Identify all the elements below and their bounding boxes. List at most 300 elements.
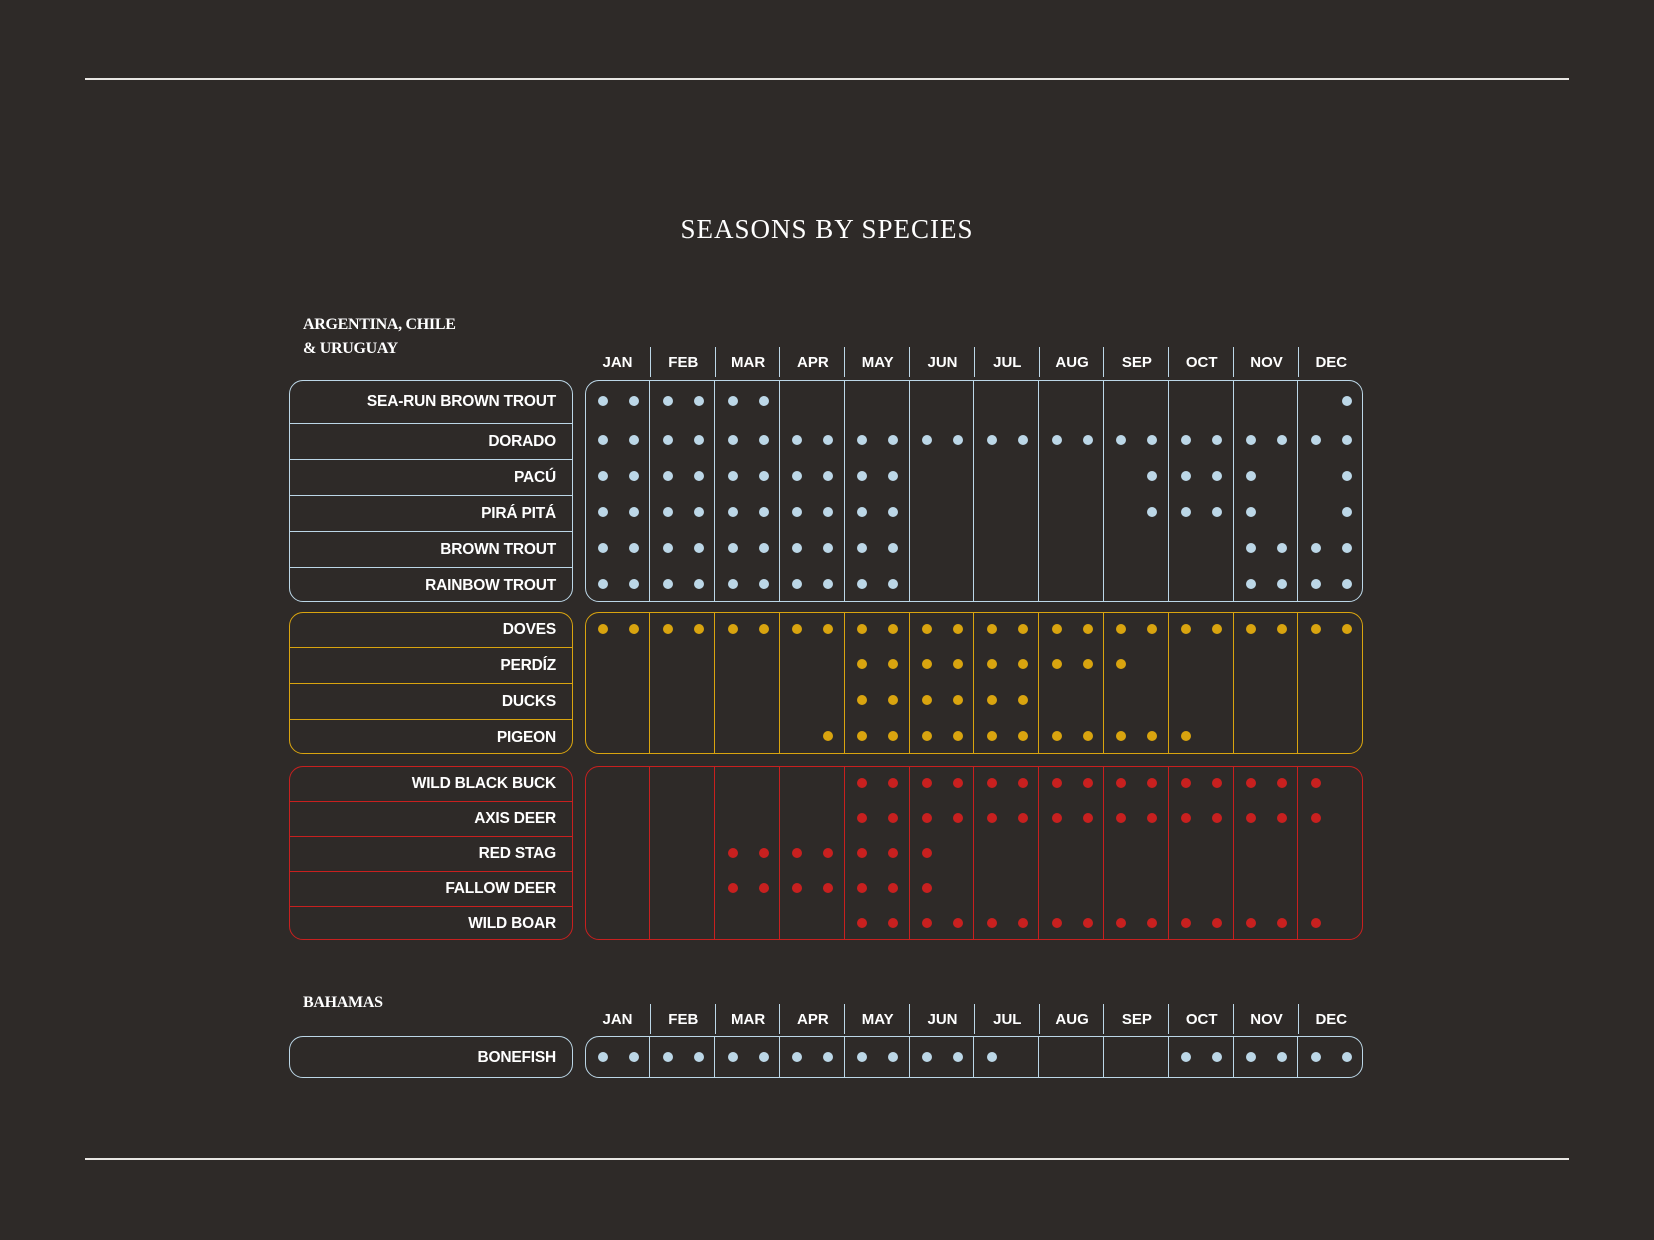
season-dot — [857, 471, 867, 481]
region-title-line-1: BAHAMAS — [303, 994, 383, 1011]
season-dot — [953, 435, 963, 445]
bottom-rule — [85, 1158, 1569, 1160]
season-dot — [1181, 435, 1191, 445]
season-dot — [598, 471, 608, 481]
season-dot — [857, 435, 867, 445]
month-divider — [973, 613, 974, 753]
season-dot — [1311, 813, 1321, 823]
season-dot — [629, 579, 639, 589]
season-dot — [1342, 579, 1352, 589]
season-dot — [953, 918, 963, 928]
species-name: PERDÍZ — [290, 647, 572, 683]
species-name: AXIS DEER — [290, 801, 572, 836]
month-divider — [1103, 381, 1104, 601]
month-divider — [973, 381, 974, 601]
season-dot — [888, 813, 898, 823]
month-header-nov: NOV — [1233, 1004, 1299, 1034]
season-dot — [728, 848, 738, 858]
season-dot — [1018, 695, 1028, 705]
season-dot — [598, 435, 608, 445]
season-dot — [1052, 918, 1062, 928]
season-dot — [857, 624, 867, 634]
season-grid-group — [585, 766, 1363, 940]
season-dot — [888, 695, 898, 705]
season-dot — [1311, 624, 1321, 634]
season-grid-group — [585, 380, 1363, 602]
season-dot — [1147, 731, 1157, 741]
season-dot — [1212, 918, 1222, 928]
season-dot — [888, 1052, 898, 1062]
month-header-jul: JUL — [974, 347, 1040, 377]
season-dot — [663, 624, 673, 634]
season-dot — [1246, 579, 1256, 589]
season-dot — [1342, 543, 1352, 553]
season-dot — [598, 579, 608, 589]
season-dot — [728, 883, 738, 893]
month-divider — [779, 1037, 780, 1077]
season-dot — [663, 1052, 673, 1062]
season-dot — [1147, 471, 1157, 481]
season-dot — [759, 435, 769, 445]
season-dot — [823, 507, 833, 517]
season-dot — [792, 435, 802, 445]
month-header-dec: DEC — [1298, 347, 1364, 377]
season-dot — [629, 624, 639, 634]
season-dot — [1277, 624, 1287, 634]
month-header-jun: JUN — [909, 347, 975, 377]
season-dot — [1277, 1052, 1287, 1062]
season-dot — [1116, 731, 1126, 741]
month-divider — [1297, 1037, 1298, 1077]
season-dot — [953, 659, 963, 669]
season-dot — [823, 731, 833, 741]
season-dot — [759, 543, 769, 553]
season-dot — [629, 471, 639, 481]
month-divider — [844, 381, 845, 601]
season-dot — [953, 813, 963, 823]
region-title-argentina — [303, 313, 456, 361]
season-dot — [987, 778, 997, 788]
season-dot — [1116, 918, 1126, 928]
month-header-jul: JUL — [974, 1004, 1040, 1034]
season-dot — [1212, 471, 1222, 481]
season-dot — [1311, 778, 1321, 788]
season-dot — [728, 471, 738, 481]
season-dot — [1342, 624, 1352, 634]
season-dot — [888, 624, 898, 634]
month-divider — [779, 613, 780, 753]
season-dot — [694, 1052, 704, 1062]
month-header-argentina — [585, 347, 1363, 377]
month-divider — [1168, 1037, 1169, 1077]
season-dot — [1147, 813, 1157, 823]
month-header-mar: MAR — [715, 347, 781, 377]
season-dot — [1311, 1052, 1321, 1062]
species-label-group — [289, 766, 573, 940]
season-dot — [728, 624, 738, 634]
season-dot — [792, 883, 802, 893]
month-header-apr: APR — [779, 1004, 845, 1034]
season-dot — [1342, 471, 1352, 481]
season-dot — [857, 848, 867, 858]
season-dot — [888, 543, 898, 553]
season-dot — [823, 435, 833, 445]
month-header-jan: JAN — [602, 353, 633, 371]
season-dot — [888, 778, 898, 788]
season-dot — [1083, 624, 1093, 634]
month-divider — [844, 613, 845, 753]
season-dot — [629, 435, 639, 445]
season-dot — [922, 883, 932, 893]
season-dot — [1311, 435, 1321, 445]
season-dot — [823, 848, 833, 858]
season-dot — [888, 918, 898, 928]
season-dot — [888, 471, 898, 481]
species-name: RED STAG — [290, 836, 572, 871]
season-dot — [792, 1052, 802, 1062]
month-divider — [1168, 381, 1169, 601]
season-dot — [1212, 435, 1222, 445]
season-dot — [759, 396, 769, 406]
month-header-nov: NOV — [1233, 347, 1299, 377]
month-divider — [909, 767, 910, 939]
season-dot — [1246, 778, 1256, 788]
season-dot — [857, 579, 867, 589]
region-title-line-1: ARGENTINA, CHILE — [303, 316, 456, 333]
season-dot — [823, 543, 833, 553]
season-dot — [888, 659, 898, 669]
season-dot — [1342, 1052, 1352, 1062]
species-name: WILD BLACK BUCK — [411, 775, 556, 792]
season-dot — [792, 848, 802, 858]
month-header-sep: SEP — [1103, 347, 1169, 377]
month-header-sep: SEP — [1103, 1004, 1169, 1034]
species-name: RAINBOW TROUT — [290, 567, 572, 603]
season-dot — [1083, 778, 1093, 788]
season-dot — [728, 1052, 738, 1062]
month-header-feb: FEB — [650, 1004, 716, 1034]
region-title-bahamas — [303, 991, 383, 1015]
season-dot — [1212, 778, 1222, 788]
season-dot — [1083, 731, 1093, 741]
season-dot — [857, 695, 867, 705]
month-divider — [909, 613, 910, 753]
season-dot — [1212, 1052, 1222, 1062]
month-divider — [1038, 1037, 1039, 1077]
season-dot — [1181, 778, 1191, 788]
season-dot — [1311, 543, 1321, 553]
season-dot — [1277, 579, 1287, 589]
season-dot — [857, 883, 867, 893]
season-dot — [1212, 507, 1222, 517]
season-dot — [888, 579, 898, 589]
month-divider — [1233, 1037, 1234, 1077]
month-divider — [1233, 767, 1234, 939]
month-divider — [844, 1037, 845, 1077]
season-dot — [694, 396, 704, 406]
month-divider — [714, 767, 715, 939]
month-header-apr: APR — [779, 347, 845, 377]
region-title-line-2: & URUGUAY — [303, 340, 398, 357]
month-divider — [1168, 613, 1169, 753]
species-name: BONEFISH — [477, 1049, 556, 1066]
season-dot — [598, 543, 608, 553]
season-dot — [728, 579, 738, 589]
season-dot — [1018, 813, 1028, 823]
season-dot — [759, 471, 769, 481]
season-dot — [1147, 624, 1157, 634]
season-dot — [1342, 507, 1352, 517]
month-divider — [779, 767, 780, 939]
season-dot — [987, 1052, 997, 1062]
season-dot — [922, 659, 932, 669]
season-dot — [857, 659, 867, 669]
season-dot — [629, 1052, 639, 1062]
season-dot — [1116, 624, 1126, 634]
season-dot — [792, 624, 802, 634]
season-dot — [1277, 813, 1287, 823]
season-dot — [1116, 778, 1126, 788]
season-dot — [823, 471, 833, 481]
season-dot — [1246, 624, 1256, 634]
season-dot — [1018, 435, 1028, 445]
season-dot — [1052, 778, 1062, 788]
season-dot — [953, 695, 963, 705]
season-dot — [694, 579, 704, 589]
season-dot — [987, 813, 997, 823]
season-dot — [1181, 813, 1191, 823]
season-dot — [1181, 624, 1191, 634]
species-name: BROWN TROUT — [290, 531, 572, 567]
month-divider — [1038, 613, 1039, 753]
season-dot — [694, 435, 704, 445]
season-dot — [857, 731, 867, 741]
month-divider — [973, 1037, 974, 1077]
season-dot — [953, 778, 963, 788]
month-divider — [1297, 613, 1298, 753]
season-dot — [922, 813, 932, 823]
season-dot — [987, 918, 997, 928]
month-divider — [649, 381, 650, 601]
season-dot — [922, 731, 932, 741]
month-header-mar: MAR — [715, 1004, 781, 1034]
season-dot — [1342, 435, 1352, 445]
season-dot — [823, 883, 833, 893]
season-dot — [1147, 435, 1157, 445]
species-label-group — [289, 612, 573, 754]
month-header-oct: OCT — [1168, 1004, 1234, 1034]
season-dot — [857, 918, 867, 928]
season-dot — [1277, 918, 1287, 928]
season-dot — [759, 848, 769, 858]
season-dot — [1181, 918, 1191, 928]
season-dot — [1083, 918, 1093, 928]
month-divider — [909, 381, 910, 601]
season-dot — [1181, 471, 1191, 481]
month-header-dec: DEC — [1298, 1004, 1364, 1034]
season-dot — [1311, 918, 1321, 928]
season-dot — [987, 624, 997, 634]
season-dot — [888, 848, 898, 858]
season-grid-group — [585, 612, 1363, 754]
season-dot — [792, 579, 802, 589]
month-divider — [779, 381, 780, 601]
season-dot — [629, 396, 639, 406]
season-dot — [792, 507, 802, 517]
season-dot — [728, 543, 738, 553]
season-dot — [1246, 543, 1256, 553]
month-header-aug: AUG — [1039, 347, 1105, 377]
month-divider — [714, 381, 715, 601]
month-divider — [1038, 767, 1039, 939]
season-dot — [629, 543, 639, 553]
season-dot — [953, 1052, 963, 1062]
month-divider — [844, 767, 845, 939]
season-dot — [857, 543, 867, 553]
month-divider — [1168, 767, 1169, 939]
season-dot — [1052, 731, 1062, 741]
season-grid-group — [585, 1036, 1363, 1078]
season-dot — [888, 731, 898, 741]
season-dot — [1277, 778, 1287, 788]
month-divider — [1103, 1037, 1104, 1077]
season-dot — [663, 579, 673, 589]
season-dot — [694, 507, 704, 517]
season-dot — [694, 543, 704, 553]
season-dot — [1212, 624, 1222, 634]
species-label-group — [289, 380, 573, 602]
season-dot — [792, 543, 802, 553]
season-dot — [1083, 435, 1093, 445]
season-dot — [663, 435, 673, 445]
season-dot — [1246, 918, 1256, 928]
species-name: DUCKS — [290, 683, 572, 719]
season-dot — [1181, 507, 1191, 517]
month-divider — [909, 1037, 910, 1077]
month-header-feb: FEB — [650, 347, 716, 377]
season-dot — [987, 695, 997, 705]
season-dot — [759, 624, 769, 634]
month-header-bahamas — [585, 1004, 1363, 1034]
species-name: PIGEON — [290, 719, 572, 755]
season-dot — [759, 1052, 769, 1062]
season-dot — [598, 624, 608, 634]
season-dot — [1083, 659, 1093, 669]
season-dot — [987, 731, 997, 741]
season-dot — [663, 507, 673, 517]
season-dot — [857, 778, 867, 788]
season-dot — [888, 883, 898, 893]
season-dot — [1018, 659, 1028, 669]
season-dot — [1116, 659, 1126, 669]
species-name: DOVES — [502, 621, 556, 638]
season-dot — [953, 731, 963, 741]
species-name: PIRÁ PITÁ — [290, 495, 572, 531]
season-dot — [1246, 813, 1256, 823]
season-dot — [1018, 778, 1028, 788]
season-dot — [857, 507, 867, 517]
season-dot — [1246, 435, 1256, 445]
season-dot — [598, 396, 608, 406]
season-dot — [1052, 435, 1062, 445]
season-dot — [1147, 778, 1157, 788]
month-divider — [1038, 381, 1039, 601]
top-rule — [85, 78, 1569, 80]
month-header-oct: OCT — [1168, 347, 1234, 377]
season-dot — [888, 435, 898, 445]
season-dot — [922, 695, 932, 705]
season-dot — [1246, 471, 1256, 481]
season-dot — [888, 507, 898, 517]
season-dot — [1212, 813, 1222, 823]
season-dot — [823, 1052, 833, 1062]
season-dot — [922, 624, 932, 634]
season-dot — [1018, 918, 1028, 928]
species-label-group — [289, 1036, 573, 1078]
season-dot — [759, 507, 769, 517]
month-divider — [714, 613, 715, 753]
season-dot — [922, 848, 932, 858]
species-name: WILD BOAR — [290, 906, 572, 941]
season-dot — [728, 435, 738, 445]
season-dot — [1018, 624, 1028, 634]
month-header-may: MAY — [844, 1004, 910, 1034]
season-dot — [1181, 1052, 1191, 1062]
species-name: SEA-RUN BROWN TROUT — [366, 393, 556, 410]
season-dot — [1116, 813, 1126, 823]
season-dot — [857, 813, 867, 823]
month-divider — [1297, 767, 1298, 939]
season-dot — [922, 778, 932, 788]
season-dot — [1246, 1052, 1256, 1062]
month-header-jan: JAN — [602, 1010, 633, 1028]
season-dot — [759, 883, 769, 893]
season-dot — [922, 435, 932, 445]
season-dot — [728, 507, 738, 517]
season-dot — [1311, 579, 1321, 589]
month-divider — [649, 767, 650, 939]
season-dot — [823, 579, 833, 589]
page-title: SEASONS BY SPECIES — [680, 214, 974, 244]
season-dot — [857, 1052, 867, 1062]
season-dot — [1277, 543, 1287, 553]
month-header-aug: AUG — [1039, 1004, 1105, 1034]
season-dot — [1147, 507, 1157, 517]
season-dot — [987, 659, 997, 669]
season-dot — [1277, 435, 1287, 445]
season-dot — [629, 507, 639, 517]
month-divider — [1233, 381, 1234, 601]
season-dot — [1052, 659, 1062, 669]
season-dot — [823, 624, 833, 634]
month-divider — [649, 1037, 650, 1077]
month-divider — [649, 613, 650, 753]
month-divider — [973, 767, 974, 939]
season-dot — [1147, 918, 1157, 928]
season-dot — [792, 471, 802, 481]
season-dot — [922, 1052, 932, 1062]
season-dot — [728, 396, 738, 406]
season-dot — [1083, 813, 1093, 823]
season-dot — [1052, 813, 1062, 823]
season-dot — [987, 435, 997, 445]
month-divider — [1297, 381, 1298, 601]
season-dot — [1342, 396, 1352, 406]
season-dot — [1116, 435, 1126, 445]
season-dot — [663, 543, 673, 553]
season-dot — [598, 1052, 608, 1062]
species-name: DORADO — [290, 423, 572, 459]
